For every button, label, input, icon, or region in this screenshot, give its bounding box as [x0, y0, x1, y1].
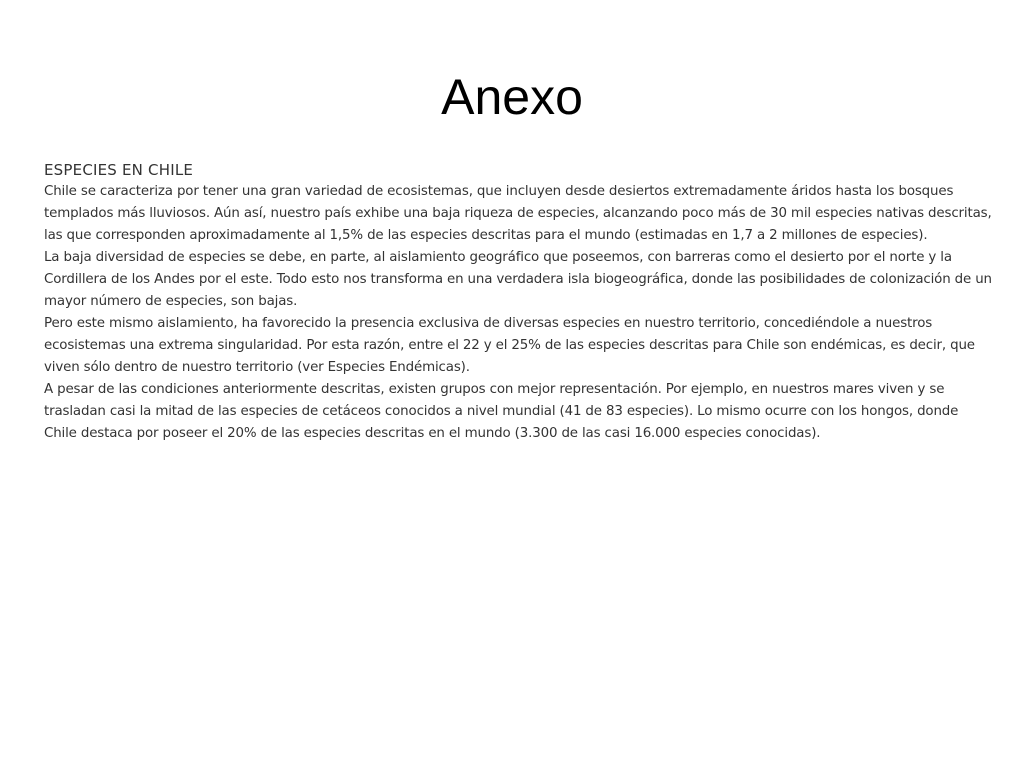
paragraph-4: A pesar de las condiciones anteriormente descritas, existen grupos con mejor representación. Por ejemplo, en nuestros mares viven y se trasladan casi la mitad de las especies de cetáceos conocidos a nivel mundial (41 de 83 especies). Lo mismo ocurre con los hongos, donde Chile destaca por poseer el 20% de las especies descritas en el mundo (3.300 de las casi 16.000 especies conocidas).	[44, 382, 959, 441]
section-heading: ESPECIES EN CHILE	[44, 161, 194, 179]
paragraph-3: Pero este mismo aislamiento, ha favorecido la presencia exclusiva de diversas especies en nuestro territorio, concediéndole a nuestros ecosistemas una extrema singularidad. Por esta razón, entre el 22 y el 25% de las especies descritas para Chile son endémicas, es decir, que viven sólo dentro de nuestro territorio (ver Especies Endémicas).	[44, 316, 975, 375]
slide-title: Anexo	[441, 69, 583, 125]
paragraph-1: Chile se caracteriza por tener una gran variedad de ecosistemas, que incluyen desde desiertos extremadamente áridos hasta los bosques templados más lluviosos. Aún así, nuestro país exhibe una baja riqueza de especies, alcanzando poco más de 30 mil especies nativas descritas, las que corresponden aproximadamente al 1,5% de las especies descritas para el mundo (estimadas en 1,7 a 2 millones de especies).	[44, 184, 992, 243]
paragraph-2: La baja diversidad de especies se debe, en parte, al aislamiento geográfico que poseemos, con barreras como el desierto por el norte y la Cordillera de los Andes por el este. Todo esto nos transforma en una verdadera isla biogeográfica, donde las posibilidades de colonización de un mayor número de especies, son bajas.	[44, 250, 992, 309]
article-excerpt	[44, 160, 994, 445]
